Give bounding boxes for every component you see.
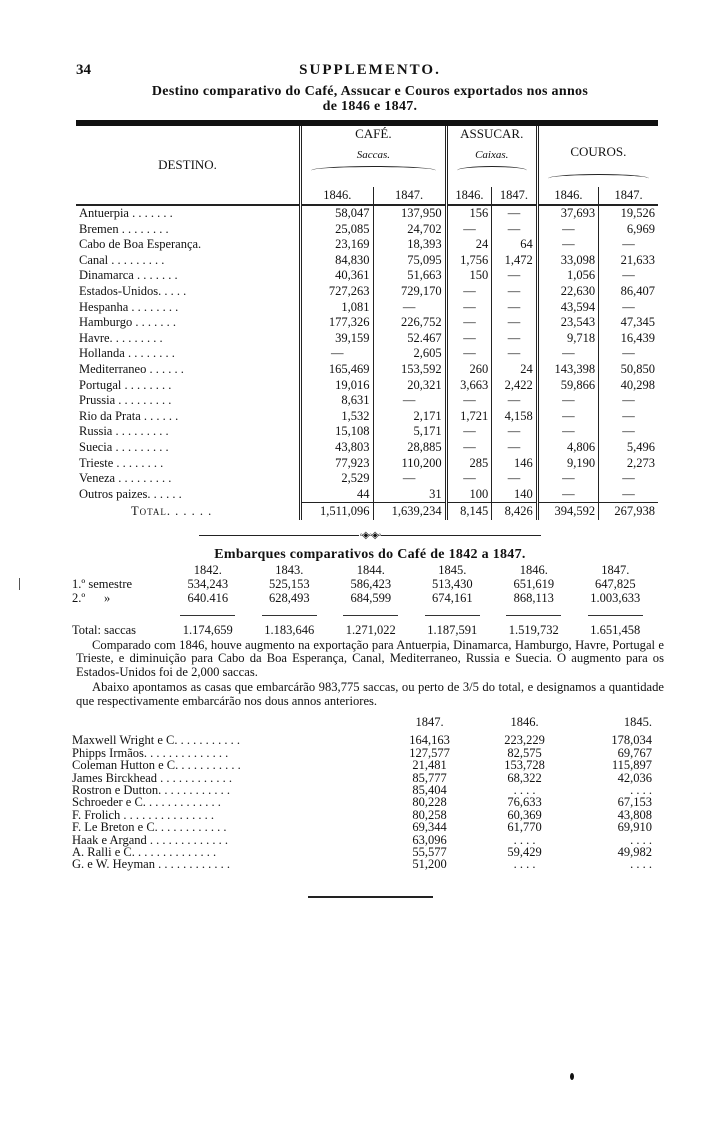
value-cell: 68,322 xyxy=(507,770,542,785)
value-cell: — xyxy=(446,222,492,238)
value-cell: 1,532 xyxy=(301,409,374,425)
table-row xyxy=(76,378,658,394)
brace-icon xyxy=(457,166,527,175)
value-cell: — xyxy=(446,471,492,487)
table2-title: Embarques comparativos do Café de 1842 a 1847. xyxy=(214,546,526,562)
value-cell: 19,526 xyxy=(599,205,658,222)
assucar-header xyxy=(446,126,537,187)
value-cell: . . . . xyxy=(630,857,652,872)
value-cell: — xyxy=(446,284,492,300)
value-cell: 23,543 xyxy=(537,315,598,331)
value-cell: 16,439 xyxy=(599,331,658,347)
exporter-name: Phipps Irmãos. . . . . . . . . . . . . . xyxy=(72,745,229,760)
exporter-name: James Birckhead . . . . . . . . . . . . xyxy=(72,770,233,785)
sum-rule xyxy=(575,605,657,619)
value-cell: 143,398 xyxy=(537,362,598,378)
exporter-name: A. Ralli e C. . . . . . . . . . . . . . xyxy=(72,844,217,859)
cafe-unit: Saccas. xyxy=(356,148,390,161)
value-cell: 640.416 xyxy=(187,590,229,605)
value-cell: — xyxy=(492,205,538,222)
destination-name: Hollanda . . . . . . . . xyxy=(79,346,175,361)
couros-header xyxy=(537,126,658,187)
exporter-name: F. Frolich . . . . . . . . . . . . . . . xyxy=(72,807,215,822)
value-cell: 3,663 xyxy=(446,378,492,394)
destination-name: Prussia . . . . . . . . . xyxy=(79,393,172,408)
value-cell: 2,605 xyxy=(373,346,446,362)
value-cell: 868,113 xyxy=(513,590,554,605)
value-cell: 58,047 xyxy=(301,205,374,222)
sum-rule xyxy=(167,605,249,619)
destination-name: Veneza . . . . . . . . . xyxy=(79,471,172,486)
value-cell: — xyxy=(492,268,538,284)
value-cell: — xyxy=(492,222,538,238)
year-header: 1843. xyxy=(275,562,304,577)
value-cell: 76,633 xyxy=(507,795,542,810)
value-cell: — xyxy=(373,471,446,487)
exporter-name: Maxwell Wright e C. . . . . . . . . . . xyxy=(72,733,240,748)
value-cell: 5,496 xyxy=(599,440,658,456)
value-cell: 59,866 xyxy=(537,378,598,394)
semester-label: 1.º semestre xyxy=(72,576,133,591)
value-cell: 22,630 xyxy=(537,284,598,300)
value-cell: 674,161 xyxy=(431,590,473,605)
value-cell: 110,200 xyxy=(373,456,446,472)
total-cell: 1,511,096 xyxy=(301,503,374,520)
destination-name: Estados-Unidos. . . . . xyxy=(79,283,187,298)
destination-name: Hespanha . . . . . . . . xyxy=(79,299,179,314)
value-cell: 15,108 xyxy=(301,424,374,440)
year-header: 1846. xyxy=(537,187,598,205)
destination-name: Trieste . . . . . . . . xyxy=(79,455,164,470)
value-cell: 140 xyxy=(492,487,538,503)
value-cell: — xyxy=(492,440,538,456)
value-cell: — xyxy=(446,346,492,362)
value-cell: 6,969 xyxy=(599,222,658,238)
value-cell: 1,081 xyxy=(301,300,374,316)
exporter-name: Schroeder e C. . . . . . . . . . . . . xyxy=(72,795,221,810)
value-cell: 69,910 xyxy=(617,820,652,835)
value-cell: 146 xyxy=(492,456,538,472)
value-cell: 84,830 xyxy=(301,253,374,269)
value-cell: 63,096 xyxy=(412,832,447,847)
sum-rule xyxy=(249,605,331,619)
table-row xyxy=(72,759,656,771)
value-cell: 24 xyxy=(446,237,492,253)
value-cell: 684,599 xyxy=(350,590,392,605)
value-cell: 80,258 xyxy=(412,807,447,822)
value-cell: 37,693 xyxy=(537,205,598,222)
value-cell: — xyxy=(599,471,658,487)
value-cell: 50,850 xyxy=(599,362,658,378)
value-cell: 61,770 xyxy=(507,820,542,835)
table-row xyxy=(76,300,658,316)
value-cell: 51,663 xyxy=(373,268,446,284)
value-cell: 1,056 xyxy=(537,268,598,284)
destination-name: Outros paizes. . . . . . xyxy=(79,486,182,501)
year-header: 1847. xyxy=(601,562,630,577)
table-row xyxy=(72,577,656,591)
brace-icon xyxy=(311,166,436,175)
destination-name: Mediterraneo . . . . . . xyxy=(79,361,184,376)
value-cell: 9,718 xyxy=(537,331,598,347)
value-cell: — xyxy=(446,315,492,331)
value-cell: 525,153 xyxy=(268,576,310,591)
value-cell: 285 xyxy=(446,456,492,472)
paragraph-houses: Abaixo apontamos as casas que embarcárão 983,775 saccas, ou perto de 3/5 do total, e designamos a quantidade que respectivamente embarcárão nos dous annos anteriores. xyxy=(76,680,664,708)
value-cell: 260 xyxy=(446,362,492,378)
sum-rule xyxy=(330,605,412,619)
total-label: Total. . . . . . xyxy=(131,504,213,519)
value-cell: — xyxy=(537,393,598,409)
value-cell: 55,577 xyxy=(412,844,447,859)
value-cell: 47,345 xyxy=(599,315,658,331)
value-cell: 586,423 xyxy=(350,576,392,591)
table-row xyxy=(72,796,656,808)
divider-ornament-icon: ◦◈◦◈◦ xyxy=(359,529,381,541)
value-cell: 77,923 xyxy=(301,456,374,472)
value-cell: — xyxy=(537,409,598,425)
year-row xyxy=(72,563,656,577)
table-row xyxy=(76,253,658,269)
table-row xyxy=(72,591,656,605)
value-cell: 67,153 xyxy=(617,795,652,810)
value-cell: 33,098 xyxy=(537,253,598,269)
table-row xyxy=(76,331,658,347)
total-cell: 1.651,458 xyxy=(590,622,641,637)
value-cell: 153,728 xyxy=(504,758,545,773)
value-cell: 52.467 xyxy=(373,331,446,347)
value-cell: . . . . xyxy=(513,782,536,797)
total-cell: 8,145 xyxy=(446,503,492,520)
value-cell: — xyxy=(492,471,538,487)
value-cell: . . . . xyxy=(630,782,652,797)
couros-label: COUROS. xyxy=(570,144,627,159)
total-cell: 8,426 xyxy=(492,503,538,520)
value-cell: 513,430 xyxy=(431,576,473,591)
destination-name: Rio da Prata . . . . . . xyxy=(79,408,179,423)
value-cell: 24 xyxy=(492,362,538,378)
year-header: 1846. xyxy=(519,562,548,577)
value-cell: — xyxy=(373,393,446,409)
value-cell: 1,721 xyxy=(446,409,492,425)
value-cell: 127,577 xyxy=(409,745,450,760)
value-cell: 42,036 xyxy=(617,770,652,785)
destination-name: Russia . . . . . . . . . xyxy=(79,424,169,439)
total-cell: 1.183,646 xyxy=(264,622,315,637)
ornamental-divider xyxy=(76,530,664,541)
ink-spot xyxy=(570,1073,574,1080)
margin-mark xyxy=(19,578,20,590)
value-cell: — xyxy=(446,300,492,316)
value-cell: 156 xyxy=(446,205,492,222)
value-cell: — xyxy=(492,393,538,409)
shipments-table xyxy=(72,563,656,637)
value-cell: 1.003,633 xyxy=(590,590,641,605)
table-row xyxy=(76,222,658,238)
value-cell: 115,897 xyxy=(611,758,652,773)
value-cell: — xyxy=(599,237,658,253)
value-cell: 2,171 xyxy=(373,409,446,425)
value-cell: 40,298 xyxy=(599,378,658,394)
value-cell: 226,752 xyxy=(373,315,446,331)
table-row xyxy=(76,393,658,409)
value-cell: 85,777 xyxy=(412,770,447,785)
destination-name: Antuerpia . . . . . . . xyxy=(79,206,173,220)
value-cell: — xyxy=(492,300,538,316)
value-cell: — xyxy=(537,424,598,440)
table1-title-line1: Destino comparativo do Café, Assucar e Couros exportados nos annos xyxy=(151,84,589,99)
value-cell: — xyxy=(599,393,658,409)
value-cell: 60,369 xyxy=(507,807,542,822)
value-cell: 1,472 xyxy=(492,253,538,269)
end-ornament xyxy=(76,885,664,903)
table-row xyxy=(76,237,658,253)
value-cell: 727,263 xyxy=(301,284,374,300)
year-header: 1847. xyxy=(492,187,538,205)
value-cell: 23,169 xyxy=(301,237,374,253)
total-row xyxy=(72,619,656,637)
value-cell: — xyxy=(446,331,492,347)
value-cell: 21,633 xyxy=(599,253,658,269)
table1-title-line2: de 1846 e 1847. xyxy=(322,99,418,114)
total-cell: 1.271,022 xyxy=(345,622,396,637)
value-cell: — xyxy=(537,487,598,503)
value-cell: 86,407 xyxy=(599,284,658,300)
table-row xyxy=(76,440,658,456)
page-number: 34 xyxy=(76,62,91,78)
value-cell: 150 xyxy=(446,268,492,284)
table-row xyxy=(76,362,658,378)
value-cell: 534,243 xyxy=(187,576,229,591)
table-row xyxy=(76,487,658,503)
total-cell: 1.519,732 xyxy=(508,622,559,637)
value-cell: 43,808 xyxy=(617,807,652,822)
value-cell: 43,803 xyxy=(301,440,374,456)
value-cell: . . . . xyxy=(630,832,652,847)
total-cell: 1.187,591 xyxy=(427,622,478,637)
value-cell: 80,228 xyxy=(412,795,447,810)
year-header: 1844. xyxy=(356,562,385,577)
value-cell: 51,200 xyxy=(412,857,447,872)
total-cell: 1.174,659 xyxy=(182,622,233,637)
value-cell: 85,404 xyxy=(412,782,447,797)
value-cell: 137,950 xyxy=(373,205,446,222)
value-cell: 1,756 xyxy=(446,253,492,269)
value-cell: 223,229 xyxy=(504,733,545,748)
table-row xyxy=(72,734,656,746)
table-row xyxy=(76,315,658,331)
destination-name: Dinamarca . . . . . . . xyxy=(79,268,178,283)
value-cell: — xyxy=(599,424,658,440)
value-cell: 8,631 xyxy=(301,393,374,409)
value-cell: 2,422 xyxy=(492,378,538,394)
page xyxy=(72,62,664,903)
destination-name: Havre. . . . . . . . . xyxy=(79,330,163,345)
running-head: SUPPLEMENTO. xyxy=(299,62,441,78)
value-cell: 69,767 xyxy=(617,745,652,760)
value-cell: 25,085 xyxy=(301,222,374,238)
value-cell: — xyxy=(492,346,538,362)
value-cell: — xyxy=(599,346,658,362)
value-cell: 64 xyxy=(492,237,538,253)
total-cell: 267,938 xyxy=(599,503,658,520)
value-cell: 39,159 xyxy=(301,331,374,347)
value-cell: — xyxy=(537,237,598,253)
total-row xyxy=(76,503,658,520)
value-cell: 628,493 xyxy=(268,590,310,605)
year-header: 1847. xyxy=(599,187,658,205)
table-row xyxy=(76,456,658,472)
value-cell: — xyxy=(446,424,492,440)
value-cell: — xyxy=(492,331,538,347)
year-header: 1846. xyxy=(301,187,374,205)
value-cell: 18,393 xyxy=(373,237,446,253)
exporter-name: F. Le Breton e C. . . . . . . . . . . . xyxy=(72,820,227,835)
year-header: 1845. xyxy=(438,562,467,577)
year-header: 1845. xyxy=(623,714,652,729)
destination-name: Hamburgo . . . . . . . xyxy=(79,315,176,330)
page-header xyxy=(76,62,664,84)
value-cell: 59,429 xyxy=(507,844,542,859)
value-cell: 28,885 xyxy=(373,440,446,456)
sum-rule xyxy=(412,605,494,619)
year-header: 1847. xyxy=(373,187,446,205)
value-cell: 69,344 xyxy=(412,820,447,835)
value-cell: 100 xyxy=(446,487,492,503)
value-cell: 651,619 xyxy=(513,576,555,591)
exporter-name: Haak e Argand . . . . . . . . . . . . . xyxy=(72,832,228,847)
value-cell: — xyxy=(537,471,598,487)
value-cell: — xyxy=(599,409,658,425)
value-cell: 44 xyxy=(301,487,374,503)
table-row xyxy=(76,409,658,425)
value-cell: — xyxy=(492,315,538,331)
value-cell: 4,806 xyxy=(537,440,598,456)
year-row xyxy=(72,716,656,734)
value-cell: 24,702 xyxy=(373,222,446,238)
table-row xyxy=(76,284,658,300)
value-cell: 153,592 xyxy=(373,362,446,378)
table-row xyxy=(76,346,658,362)
value-cell: — xyxy=(446,440,492,456)
value-cell: 2,529 xyxy=(301,471,374,487)
year-header: 1842. xyxy=(193,562,222,577)
value-cell: 31 xyxy=(373,487,446,503)
destination-name: Suecia . . . . . . . . . xyxy=(79,439,169,454)
value-cell: 21,481 xyxy=(412,758,447,773)
destination-name: Canal . . . . . . . . . xyxy=(79,252,165,267)
year-header: 1847. xyxy=(415,714,444,729)
destination-name: Cabo de Boa Esperança. xyxy=(79,237,202,252)
cafe-header xyxy=(301,126,447,187)
value-cell: . . . . xyxy=(513,857,536,872)
cafe-label: CAFÉ. xyxy=(355,126,392,141)
value-cell: 647,825 xyxy=(594,576,636,591)
value-cell: 43,594 xyxy=(537,300,598,316)
assucar-unit: Caixas. xyxy=(475,148,509,161)
year-header: 1846. xyxy=(446,187,492,205)
value-cell: 5,171 xyxy=(373,424,446,440)
table-row xyxy=(76,424,658,440)
sum-rule xyxy=(493,605,575,619)
value-cell: 75,095 xyxy=(373,253,446,269)
value-cell: 177,326 xyxy=(301,315,374,331)
total-cell: 394,592 xyxy=(537,503,598,520)
year-header: 1846. xyxy=(510,714,539,729)
table-row xyxy=(72,821,656,833)
value-cell: — xyxy=(599,487,658,503)
value-cell: — xyxy=(599,300,658,316)
destination-table xyxy=(76,126,658,520)
value-cell: — xyxy=(301,346,374,362)
exporters-table xyxy=(72,716,656,871)
destination-name: Bremen . . . . . . . . xyxy=(79,221,169,236)
value-cell: 164,163 xyxy=(409,733,450,748)
value-cell: 19,016 xyxy=(301,378,374,394)
table-row xyxy=(72,858,656,870)
value-cell: 178,034 xyxy=(611,733,652,748)
value-cell: 9,190 xyxy=(537,456,598,472)
value-cell: — xyxy=(446,393,492,409)
value-cell: 729,170 xyxy=(373,284,446,300)
brace-icon xyxy=(548,174,649,183)
value-cell: — xyxy=(373,300,446,316)
value-cell: 40,361 xyxy=(301,268,374,284)
table-row xyxy=(76,471,658,487)
table-row xyxy=(76,205,658,222)
value-cell: 82,575 xyxy=(507,745,542,760)
value-cell: 4,158 xyxy=(492,409,538,425)
table-row xyxy=(76,268,658,284)
value-cell: 165,469 xyxy=(301,362,374,378)
destination-name: Portugal . . . . . . . . xyxy=(79,377,172,392)
value-cell: 2,273 xyxy=(599,456,658,472)
exporter-name: Coleman Hutton e C. . . . . . . . . . . xyxy=(72,758,241,773)
value-cell: . . . . xyxy=(513,832,536,847)
exporter-name: G. e W. Heyman . . . . . . . . . . . . xyxy=(72,857,230,872)
value-cell: — xyxy=(537,222,598,238)
total-cell: 1,639,234 xyxy=(373,503,446,520)
total-label: Total: saccas xyxy=(72,622,137,637)
value-cell: — xyxy=(492,284,538,300)
value-cell: — xyxy=(492,424,538,440)
assucar-label: ASSUCAR. xyxy=(460,126,524,141)
value-cell: 20,321 xyxy=(373,378,446,394)
destino-header: DESTINO. xyxy=(76,126,301,205)
value-cell: — xyxy=(599,268,658,284)
value-cell: — xyxy=(537,346,598,362)
paragraph-comparison: Comparado com 1846, houve augmento na exportação para Antuerpia, Dinamarca, Hamburgo, Havre, Portugal e Trieste, e diminuição para Cabo da Boa Esperança, Canal, Mediterraneo, Russia e Suecia. O augmento para os Estados-Unidos foi de 2,000 saccas. xyxy=(76,637,664,679)
exporter-name: Rostron e Dutton. . . . . . . . . . . . xyxy=(72,782,230,797)
value-cell: 49,982 xyxy=(617,844,652,859)
semester-label: 2.º » xyxy=(72,590,111,605)
